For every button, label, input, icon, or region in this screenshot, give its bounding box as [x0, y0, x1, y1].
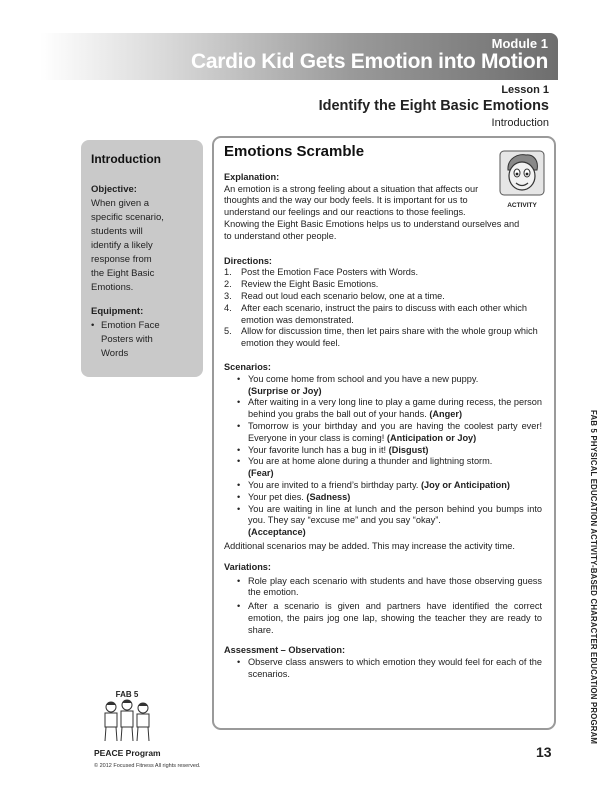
scenarios-note: Additional scenarios may be added. This may increase the activity time.: [224, 540, 515, 551]
direction-item: [224, 326, 542, 350]
direction-text: Review the Eight Basic Emotions.: [241, 279, 379, 290]
scenario-item: [224, 504, 542, 539]
variations-label: Variations:: [224, 561, 271, 572]
assessment-item: • Observe class answers to which emotion they would feel for each of the scenarios.: [224, 657, 542, 681]
direction-text: Read out loud each scenario below, one at a time.: [241, 290, 445, 301]
equipment-line: Emotion Face: [101, 320, 160, 331]
explanation-line: understand our feelings and our reactions to those feelings.: [224, 207, 466, 218]
direction-text: Post the Emotion Face Posters with Words.: [241, 267, 419, 278]
variation-item: • Role play each scenario with students and have those observing guess the emotion.: [224, 576, 542, 600]
assessment-list: [224, 657, 542, 681]
explanation-line: An emotion is a strong feeling about a situation that affects our: [224, 183, 479, 194]
program-name: PEACE Program: [94, 748, 161, 758]
objective-line: students will: [91, 226, 143, 237]
scenario-text: Tomorrow is your birthday and you are having the coolest party ever! Everyone in your class is coming!: [248, 420, 542, 443]
objective-label: Objective:: [91, 184, 137, 195]
explanation-text: [224, 184, 542, 243]
scenario-answer: (Acceptance): [248, 527, 306, 538]
direction-number: 2.: [224, 279, 232, 290]
side-program-text: [586, 410, 600, 760]
scenario-text: Your favorite lunch has a bug in it!: [248, 444, 387, 455]
scenario-text: Your pet dies.: [248, 491, 304, 502]
scenario-answer: (Joy or Anticipation): [420, 479, 510, 490]
copyright: © 2012 Focused Fitness All rights reserved.: [94, 763, 201, 769]
activity-box: [212, 136, 556, 730]
equipment-label: Equipment:: [91, 306, 144, 317]
direction-number: 4.: [224, 302, 232, 313]
scenarios-list: [224, 374, 542, 539]
directions-label: Directions:: [224, 255, 272, 266]
scenario-answer: (Surprise or Joy): [248, 385, 322, 396]
direction-text: Allow for discussion time, then let pairs share with the whole group which emotion they would feel.: [241, 326, 538, 349]
explanation-line: to understand other people.: [224, 230, 337, 241]
direction-item: [224, 303, 542, 327]
scenario-answer: (Sadness): [306, 491, 351, 502]
scenario-item: [224, 421, 542, 445]
module-banner: [40, 33, 558, 80]
direction-item: [224, 279, 542, 291]
explanation-line: Knowing the Eight Basic Emotions helps us to understand ourselves and: [224, 218, 520, 229]
objective-line: Emotions.: [91, 282, 134, 293]
activity-title: Emotions Scramble: [224, 143, 365, 160]
scenario-answer: (Disgust): [388, 444, 429, 455]
variation-item: • After a scenario is given and partners have identified the correct emotion, the pairs jog one lap, showing the teacher they are ready to share.: [224, 601, 542, 636]
equipment-item: [91, 319, 193, 361]
side-program-label: FAB 5 PHYSICAL EDUCATION ACTIVITY-BASED CHARACTER EDUCATION PROGRAM: [589, 410, 598, 745]
lesson-subtitle: Introduction: [491, 117, 549, 129]
explanation-label: Explanation:: [224, 171, 280, 182]
direction-text: After each scenario, instruct the pairs to discuss with each other which emotion was demonstrated.: [241, 302, 527, 325]
direction-number: 5.: [224, 326, 232, 337]
scenario-text: You are invited to a friend’s birthday party.: [248, 479, 419, 490]
kid-face-icon: [499, 150, 545, 196]
objective-text: [91, 197, 193, 295]
assessment-label: Assessment – Observation:: [224, 645, 346, 656]
module-label: Module 1: [491, 36, 548, 51]
scenario-answer: (Anticipation or Joy): [386, 432, 477, 443]
scenario-text: You come home from school and you have a new puppy.: [248, 373, 479, 384]
scenario-item: [224, 374, 542, 398]
activity-badge: [498, 150, 546, 209]
objective-line: the Eight Basic: [91, 268, 155, 279]
objective-line: When given a: [91, 198, 150, 209]
objective-line: response from: [91, 254, 152, 265]
scenario-text: You are waiting in line at lunch and the person behind you bumps into you. They say “excuse me” and you say “okay”.: [248, 503, 542, 526]
equipment-line: Posters with: [101, 334, 153, 345]
explanation-line: thoughts and the way our body feels. It is important for us to: [224, 195, 468, 206]
direction-number: 1.: [224, 267, 232, 278]
objective-line: specific scenario,: [91, 212, 164, 223]
scenario-answer: (Fear): [248, 468, 274, 479]
scenario-item: [224, 480, 542, 492]
scenario-item: [224, 492, 542, 504]
scenario-item: [224, 456, 542, 480]
kids-group-icon: [99, 699, 155, 743]
direction-number: 3.: [224, 290, 232, 301]
lesson-label: Lesson 1: [501, 84, 549, 96]
direction-item: [224, 267, 542, 279]
variations-list: [224, 576, 542, 637]
equipment-line: Words: [101, 348, 129, 359]
scenario-item: [224, 445, 542, 457]
fab5-logo-text: FAB 5: [115, 690, 139, 699]
directions-list: [224, 267, 542, 350]
direction-item: [224, 291, 542, 303]
scenario-text: After waiting in a very long line to play a game during recess, the person behind you grabs the ball out of your hands.: [248, 397, 542, 420]
page-number: 13: [536, 744, 552, 760]
equipment-list: [91, 319, 193, 361]
introduction-sidebar: [81, 140, 203, 377]
scenario-item: [224, 397, 542, 421]
activity-icon-label: ACTIVITY: [507, 202, 537, 209]
scenario-text: You are at home alone during a thunder and lightning storm.: [248, 456, 493, 467]
scenarios-label: Scenarios:: [224, 361, 271, 372]
fab5-logo: [97, 690, 157, 748]
objective-line: identify a likely: [91, 240, 153, 251]
scenario-answer: (Anger): [429, 409, 463, 420]
sidebar-heading: Introduction: [91, 152, 161, 166]
lesson-title: Identify the Eight Basic Emotions: [318, 98, 549, 114]
module-title: Cardio Kid Gets Emotion into Motion: [191, 50, 548, 73]
